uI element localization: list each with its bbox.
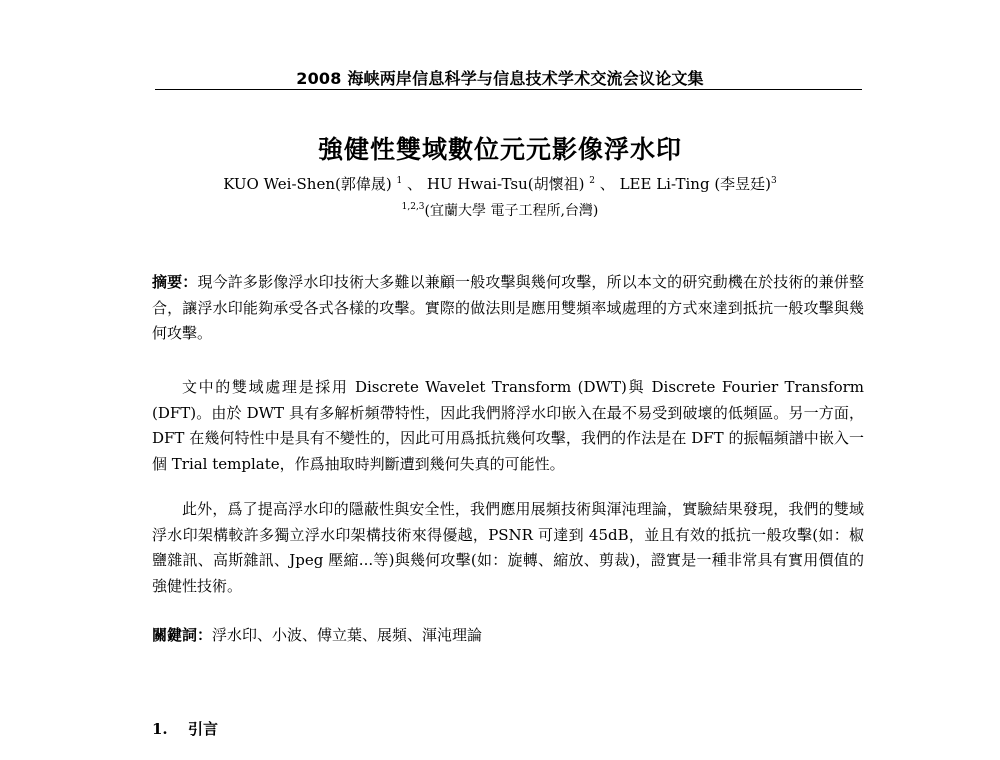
keywords — [152, 623, 864, 649]
running-header: 2008 海峡两岸信息科学与信息技术学术交流会议论文集 — [296, 69, 704, 88]
author-2: HU Hwai-Tsu(胡懷祖) — [426, 175, 585, 193]
abstract-label: 摘要： — [152, 273, 198, 291]
affiliation-mark: 1,2,3 — [401, 202, 425, 212]
author-2-mark: 2 — [589, 176, 595, 186]
author-1-mark: 1 — [396, 176, 403, 186]
author-separator: 、 — [407, 175, 423, 193]
author-line — [0, 173, 1000, 194]
author-separator: 、 — [599, 175, 615, 193]
paper-title: 強健性雙域數位元元影像浮水印 — [317, 135, 682, 164]
keywords-label: 關鍵詞： — [152, 626, 213, 644]
section-number: 1. — [152, 720, 168, 738]
section-heading — [152, 718, 218, 739]
body-paragraph-1: 文中的雙域處理是採用 Discrete Wavelet Transform (DWT)與 Discrete Fourier Transform (DFT)。由於 DWT 具有多解析頻帶特性，因此我們將浮水印嵌入在最不易受到破壞的低頻區。另一方面，DFT 在幾何特性中是具有不變性的，因此可用爲抵抗幾何攻擊，我們的作法是在 DFT 的振幅頻譜中嵌入一個 Trial template，作爲抽取時判斷遭到幾何失真的可能性。 — [152, 378, 864, 473]
section-title: 引言 — [188, 720, 219, 738]
affiliation — [0, 200, 1000, 220]
affiliation-text: (宜蘭大學 電子工程所,台灣) — [424, 203, 599, 219]
body-paragraph-2: 此外，爲了提高浮水印的隱蔽性與安全性，我們應用展頻技術與渾沌理論，實驗結果發現，我們的雙域浮水印架構較許多獨立浮水印架構技術來得優越，PSNR 可達到 45dB，並且有效的抵抗一般攻擊(如：椒鹽雜訊、高斯雜訊、Jpeg 壓縮...等)與幾何攻擊(如：旋轉、縮放、剪裁)，證實是一種非常具有實用價值的強健性技術。 — [152, 500, 864, 595]
abstract — [152, 270, 864, 347]
author-3-mark: 3 — [771, 176, 777, 186]
keywords-text: 浮水印、小波、傅立葉、展頻、渾沌理論 — [212, 626, 483, 644]
abstract-text: 現今許多影像浮水印技術大多難以兼顧一般攻擊與幾何攻擊，所以本文的研究動機在於技術的兼併整合，讓浮水印能夠承受各式各樣的攻擊。實際的做法則是應用雙頻率域處理的方式來達到抵抗一般攻擊與幾何攻擊。 — [152, 273, 864, 342]
author-3: LEE Li-Ting (李昱廷) — [619, 175, 772, 193]
header-rule — [155, 89, 862, 90]
author-1: KUO Wei-Shen(郭偉晟) — [223, 175, 392, 193]
